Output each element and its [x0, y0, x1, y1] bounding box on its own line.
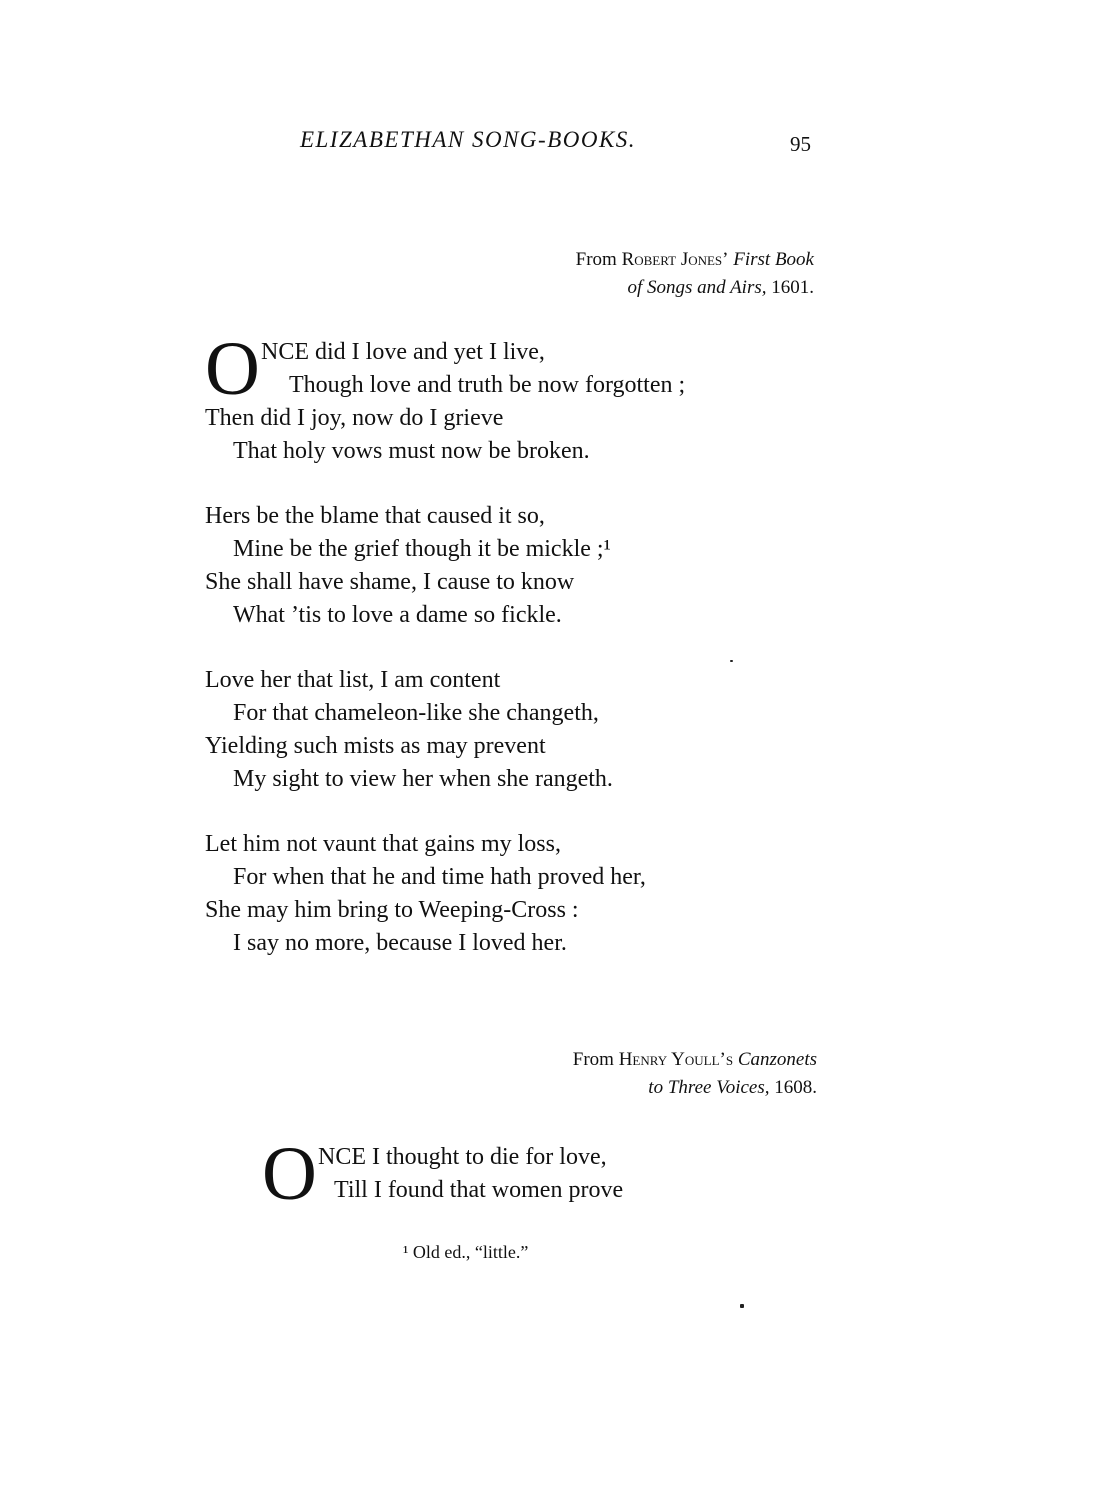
poem1-source: [576, 246, 814, 302]
verse-line: Hers be the blame that caused it so,: [205, 503, 545, 529]
poem1-source-line2: [576, 274, 814, 302]
verse-line: NCE did I love and yet I live,: [261, 339, 545, 365]
verse-line: My sight to view her when she rangeth.: [233, 766, 613, 792]
dropcap-block: [262, 1132, 624, 1216]
poem1-source-line1: [576, 246, 814, 274]
verse-line: For when that he and time hath proved her,: [233, 864, 646, 890]
scan-speck: [740, 1304, 744, 1308]
dropcap-block: [205, 327, 686, 411]
source-year: 1608.: [774, 1077, 817, 1098]
verse-line: Let him not vaunt that gains my loss,: [205, 831, 561, 857]
footnote: ¹ Old ed., “little.”: [403, 1242, 529, 1262]
source-from: From: [575, 249, 617, 270]
verse-line: Mine be the grief though it be mickle ;¹: [233, 536, 611, 562]
page-number: 95: [790, 132, 811, 156]
poem1-stanza-3: [205, 664, 685, 796]
source-title-cont: of Songs and Airs,: [627, 277, 767, 298]
source-author: Robert Jones’: [621, 249, 729, 270]
verse-line: I say no more, because I loved her.: [233, 930, 567, 956]
verse-line: Till I found that women prove: [334, 1177, 624, 1203]
poem1-stanza-4: [205, 828, 685, 960]
verse-line: What ’tis to love a dame so fickle.: [233, 602, 562, 628]
poem2-source-line1: [573, 1046, 817, 1074]
source-from: From: [572, 1049, 614, 1070]
verse-line: Love her that list, I am content: [205, 667, 501, 693]
verse-line: She may him bring to Weeping-Cross :: [205, 897, 579, 923]
source-year: 1601.: [771, 277, 814, 298]
poem2-source: [573, 1046, 817, 1102]
verse-line: She shall have shame, I cause to know: [205, 569, 575, 595]
poem2-source-line2: [573, 1074, 817, 1102]
verse-line: For that chameleon-like she changeth,: [233, 700, 599, 726]
source-title-cont: to Three Voices,: [648, 1077, 770, 1098]
verse-line: NCE I thought to die for love,: [318, 1144, 607, 1170]
poem1-stanza-1: [205, 327, 686, 468]
verse-line: Yielding such mists as may prevent: [205, 733, 546, 759]
scan-speck: [730, 660, 733, 662]
source-title: First Book: [733, 249, 814, 270]
source-author: Henry Youll’s: [618, 1049, 734, 1070]
dropcap-letter: O: [262, 1132, 317, 1216]
verse-line: That holy vows must now be broken.: [233, 438, 590, 464]
poem1-stanza-2: [205, 500, 685, 632]
running-title: ELIZABETHAN SONG-BOOKS.: [300, 127, 637, 152]
verse-line: Then did I joy, now do I grieve: [205, 405, 504, 431]
source-title: Canzonets: [737, 1049, 817, 1070]
verse-line: Though love and truth be now forgotten ;: [289, 372, 686, 398]
dropcap-letter: O: [205, 327, 260, 411]
poem1: [205, 327, 686, 992]
poem2: [262, 1132, 624, 1216]
